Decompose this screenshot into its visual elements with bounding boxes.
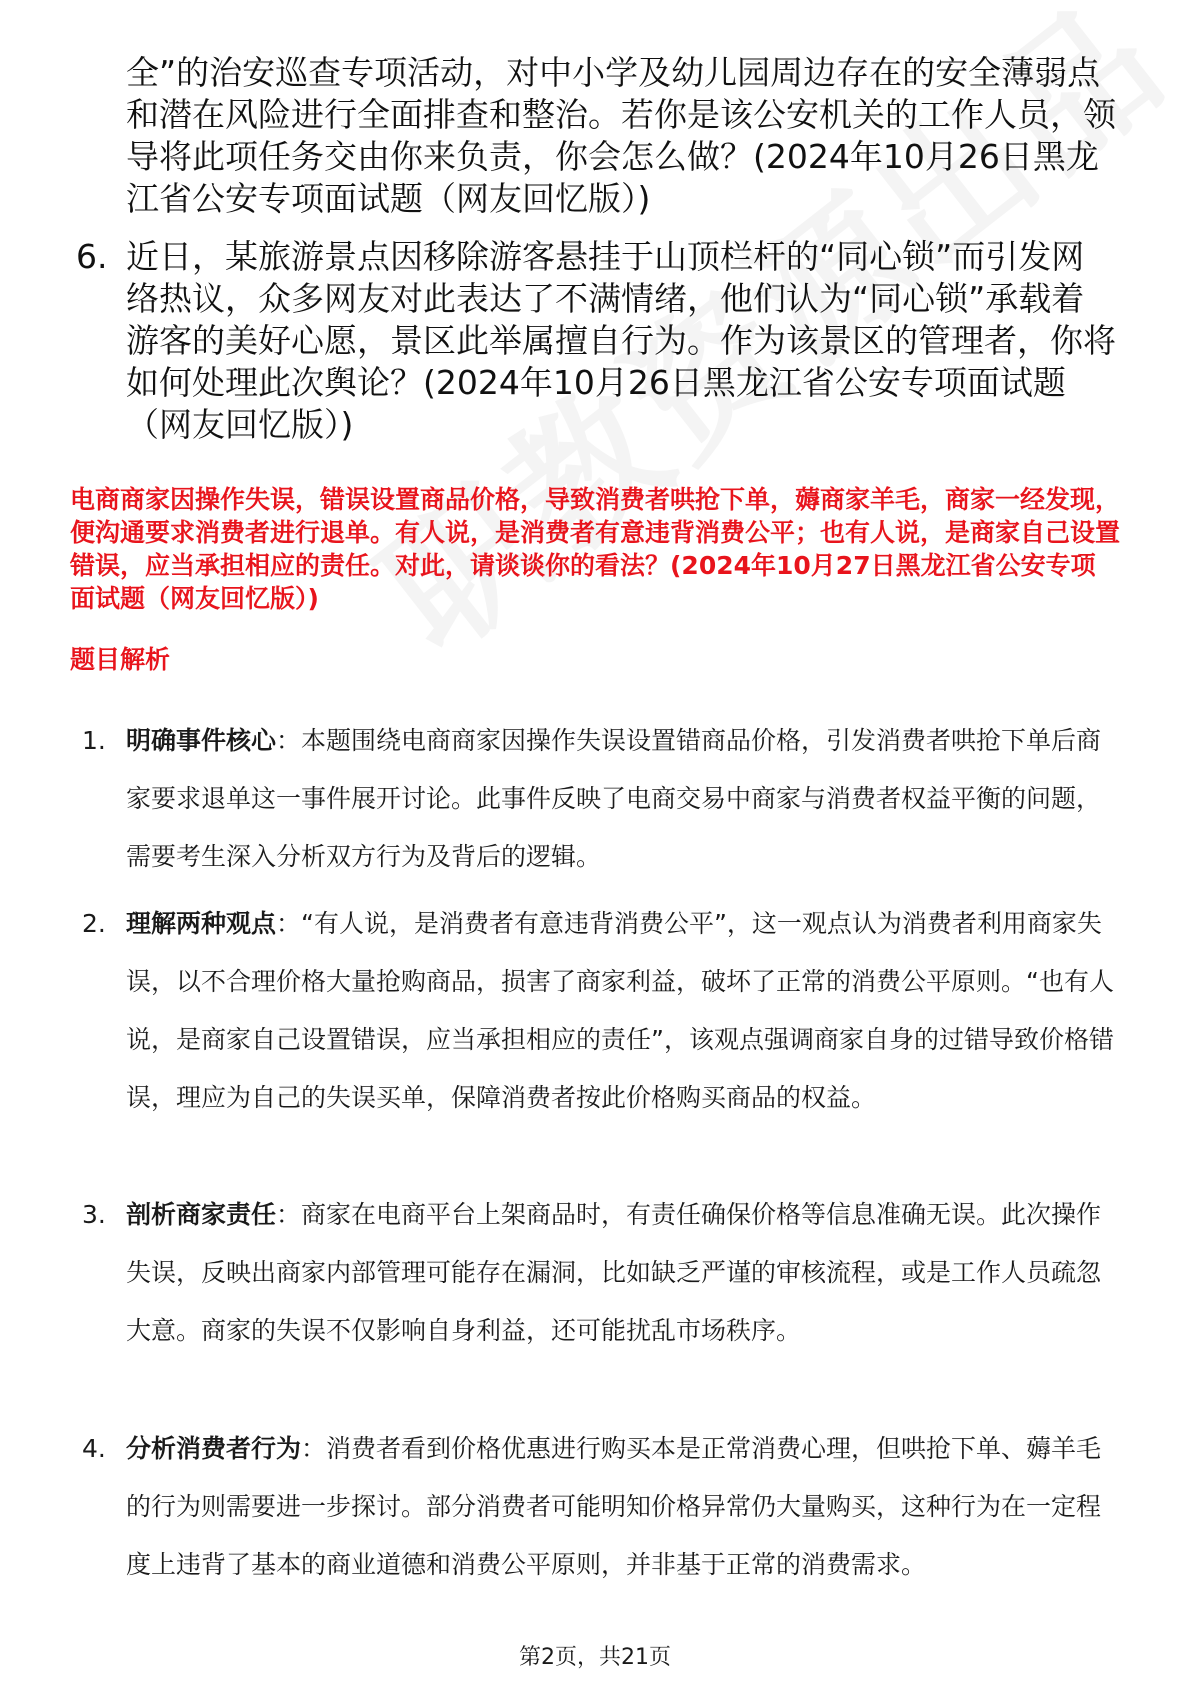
analysis-item-number: 2.	[82, 909, 106, 938]
question-6-text: 近日，某旅游景点因移除游客悬挂于山顶栏杆的“同心锁”而引发网络热议，众多网友对此表达了不满情绪，他们认为“同心锁”承载着游客的美好心愿，景区此举属擅自行为。作为该景区的管理者，你将如何处理此次舆论？(2024年10月26日黑龙江省公安专项面试题（网友回忆版）)	[126, 237, 1116, 444]
analysis-item-text: 商家在电商平台上架商品时，有责任确保价格等信息准确无误。此次操作失误，反映出商家内部管理可能存在漏洞，比如缺乏严谨的审核流程，或是工作人员疏忽大意。商家的失误不仅影响自身利益，还可能扰乱市场秩序。	[126, 1200, 1102, 1345]
analysis-item-text: 消费者看到价格优惠进行购买本是正常消费心理，但哄抢下单、薅羊毛的行为则需要进一步探讨。部分消费者可能明知价格异常仍大量购买，这种行为在一定程度上违背了基本的商业道德和消费公平原则，并非基于正常的消费需求。	[126, 1434, 1102, 1579]
analysis-item-3	[82, 1186, 1122, 1360]
analysis-item-1	[82, 712, 1122, 886]
analysis-item-heading: 剖析商家责任	[126, 1200, 277, 1229]
analysis-item-separator: ：	[301, 1434, 327, 1463]
analysis-item-body	[126, 895, 1122, 1127]
question-6-number: 6.	[76, 237, 108, 276]
analysis-item-text: 本题围绕电商商家因操作失误设置错商品价格，引发消费者哄抢下单后商家要求退单这一事件展开讨论。此事件反映了电商交易中商家与消费者权益平衡的问题，需要考生深入分析双方行为及背后的逻辑。	[126, 726, 1102, 871]
analysis-item-heading: 分析消费者行为	[126, 1434, 302, 1463]
analysis-item-separator: ：	[276, 909, 302, 938]
main-question: 电商商家因操作失误，错误设置商品价格，导致消费者哄抢下单，薅商家羊毛，商家一经发现，便沟通要求消费者进行退单。有人说，是消费者有意违背消费公平；也有人说，是商家自己设置错误，应当承担相应的责任。对此，请谈谈你的看法？(2024年10月27日黑龙江省公安专项面试题（网友回忆版）)	[70, 485, 1121, 613]
page-footer: 第2页，共21页	[519, 1645, 671, 1670]
analysis-item-number: 3.	[82, 1200, 106, 1229]
analysis-item-text: “有人说，是消费者有意违背消费公平”，这一观点认为消费者利用商家失误，以不合理价格大量抢购商品，损害了商家利益，破坏了正常的消费公平原则。“也有人说，是商家自己设置错误，应当承担相应的责任”，该观点强调商家自身的过错导致价格错误，理应为自己的失误买单，保障消费者按此价格购买商品的权益。	[126, 909, 1114, 1112]
analysis-item-separator: ：	[276, 1200, 302, 1229]
analysis-item-heading: 理解两种观点	[126, 909, 277, 938]
question-5-continuation: 全”的治安巡查专项活动，对中小学及幼儿园周边存在的安全薄弱点和潜在风险进行全面排查和整治。若你是该公安机关的工作人员，领导将此项任务交由你来负责，你会怎么做？(2024年10月26日黑龙江省公安专项面试题（网友回忆版）)	[126, 53, 1116, 218]
analysis-item-body	[126, 712, 1122, 886]
analysis-item-separator: ：	[276, 726, 302, 755]
analysis-item-number: 1.	[82, 726, 106, 755]
analysis-item-number: 4.	[82, 1434, 106, 1463]
section-title: 题目解析	[70, 645, 171, 674]
analysis-item-4	[82, 1420, 1122, 1594]
analysis-item-heading: 明确事件核心	[126, 726, 277, 755]
analysis-item-body	[126, 1420, 1122, 1594]
analysis-item-body	[126, 1186, 1122, 1360]
analysis-item-2	[82, 895, 1122, 1127]
question-6	[76, 236, 1116, 446]
